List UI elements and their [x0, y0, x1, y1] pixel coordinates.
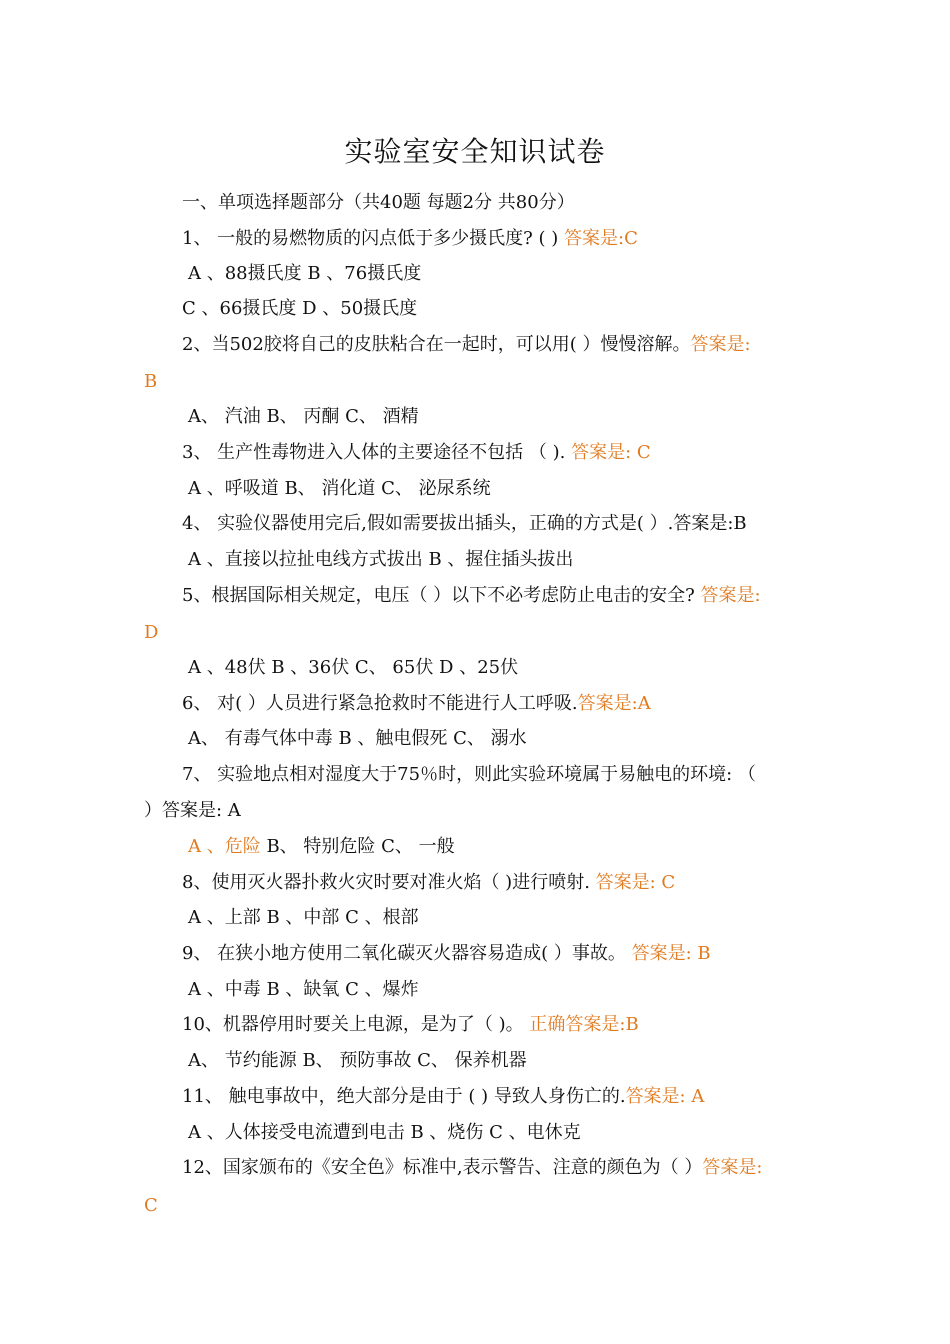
question-10: 10、机器停用时要关上电源，是为了（ )。 正确答案是:B: [182, 1014, 639, 1035]
question-5: 5、根据国际相关规定，电压（ ）以下不必考虑防止电击的安全? 答案是:: [182, 585, 761, 606]
question-7-wrap: ）答案是: A: [144, 800, 241, 821]
question-2: 2、当502胶将自己的皮肤粘合在一起时，可以用( ）慢慢溶解。答案是:: [182, 334, 751, 355]
options-5: A 、48伏 B 、36伏 C、 65伏 D 、25伏: [188, 657, 519, 678]
answer-label: 答案是:: [702, 1157, 763, 1178]
answer-label: C: [144, 1195, 158, 1216]
answer-wrap-12: [144, 1193, 158, 1219]
options-1a: A 、88摄氏度 B 、76摄氏度: [188, 263, 422, 284]
answer-wrap-5: [144, 620, 158, 646]
question-9: 9、 在狭小地方使用二氧化碳灭火器容易造成( ）事故。 答案是: B: [182, 943, 711, 964]
answer-label: 答案是: A: [625, 1086, 705, 1107]
page-title: 实验室安全知识试卷: [344, 135, 606, 168]
answer-label: 正确答案是:B: [529, 1014, 639, 1035]
answer-wrap-2: [144, 369, 157, 395]
question-7: 7、 实验地点相对湿度大于75％时，则此实验环境属于易触电的环境: （: [182, 764, 756, 785]
options-8: A 、上部 B 、中部 C 、根部: [188, 907, 419, 928]
answer-label: 答案是:: [690, 334, 751, 355]
question-4: 4、 实验仪器使用完后,假如需要拔出插头，正确的方式是( ）.答案是:B: [182, 513, 747, 534]
answer-label: A 、危险: [188, 836, 267, 857]
question-11: 11、 触电事故中，绝大部分是由于 ( ) 导致人身伤亡的.答案是: A: [182, 1086, 705, 1107]
options-4: A 、直接以拉扯电线方式拔出 B 、握住插头拔出: [188, 549, 574, 570]
answer-label: 答案是:: [700, 585, 761, 606]
question-3: 3、 生产性毒物进入人体的主要途径不包括 （ ). 答案是: C: [182, 442, 651, 463]
answer-label: 答案是: B: [631, 943, 711, 964]
answer-label: 答案是:C: [564, 228, 638, 249]
options-1b: C 、66摄氏度 D 、50摄氏度: [182, 298, 418, 319]
question-1: 1、 一般的易燃物质的闪点低于多少摄氏度? ( ) 答案是:C: [182, 228, 638, 249]
answer-label: 答案是: C: [595, 872, 676, 893]
options-10: A、 节约能源 B、 预防事故 C、 保养机器: [188, 1050, 527, 1071]
answer-label: B: [144, 371, 158, 392]
options-2: A、 汽油 B、 丙酮 C、 酒精: [188, 406, 419, 427]
options-9: A 、中毒 B 、缺氧 C 、爆炸: [188, 979, 419, 1000]
answer-label: 答案是:A: [577, 693, 651, 714]
question-12: 12、国家颁布的《安全色》标准中,表示警告、注意的颜色为（ ）答案是:: [182, 1157, 763, 1178]
section-heading: 一、单项选择题部分（共40题 每题2分 共80分）: [182, 192, 575, 213]
options-11: A 、人体接受电流遭到电击 B 、烧伤 C 、电休克: [188, 1122, 581, 1143]
answer-label: D: [144, 622, 159, 643]
answer-label: 答案是: C: [571, 442, 651, 463]
question-6: 6、 对( ）人员进行紧急抢救时不能进行人工呼吸.答案是:A: [182, 693, 651, 714]
question-8: 8、使用灭火器扑救火灾时要对准火焰（ )进行喷射. 答案是: C: [182, 872, 676, 893]
options-6: A、 有毒气体中毒 B 、触电假死 C、 溺水: [188, 728, 527, 749]
options-3: A 、呼吸道 B、 消化道 C、 泌尿系统: [188, 478, 491, 499]
options-7: A 、危险 B、 特别危险 C、 一般: [188, 836, 455, 857]
